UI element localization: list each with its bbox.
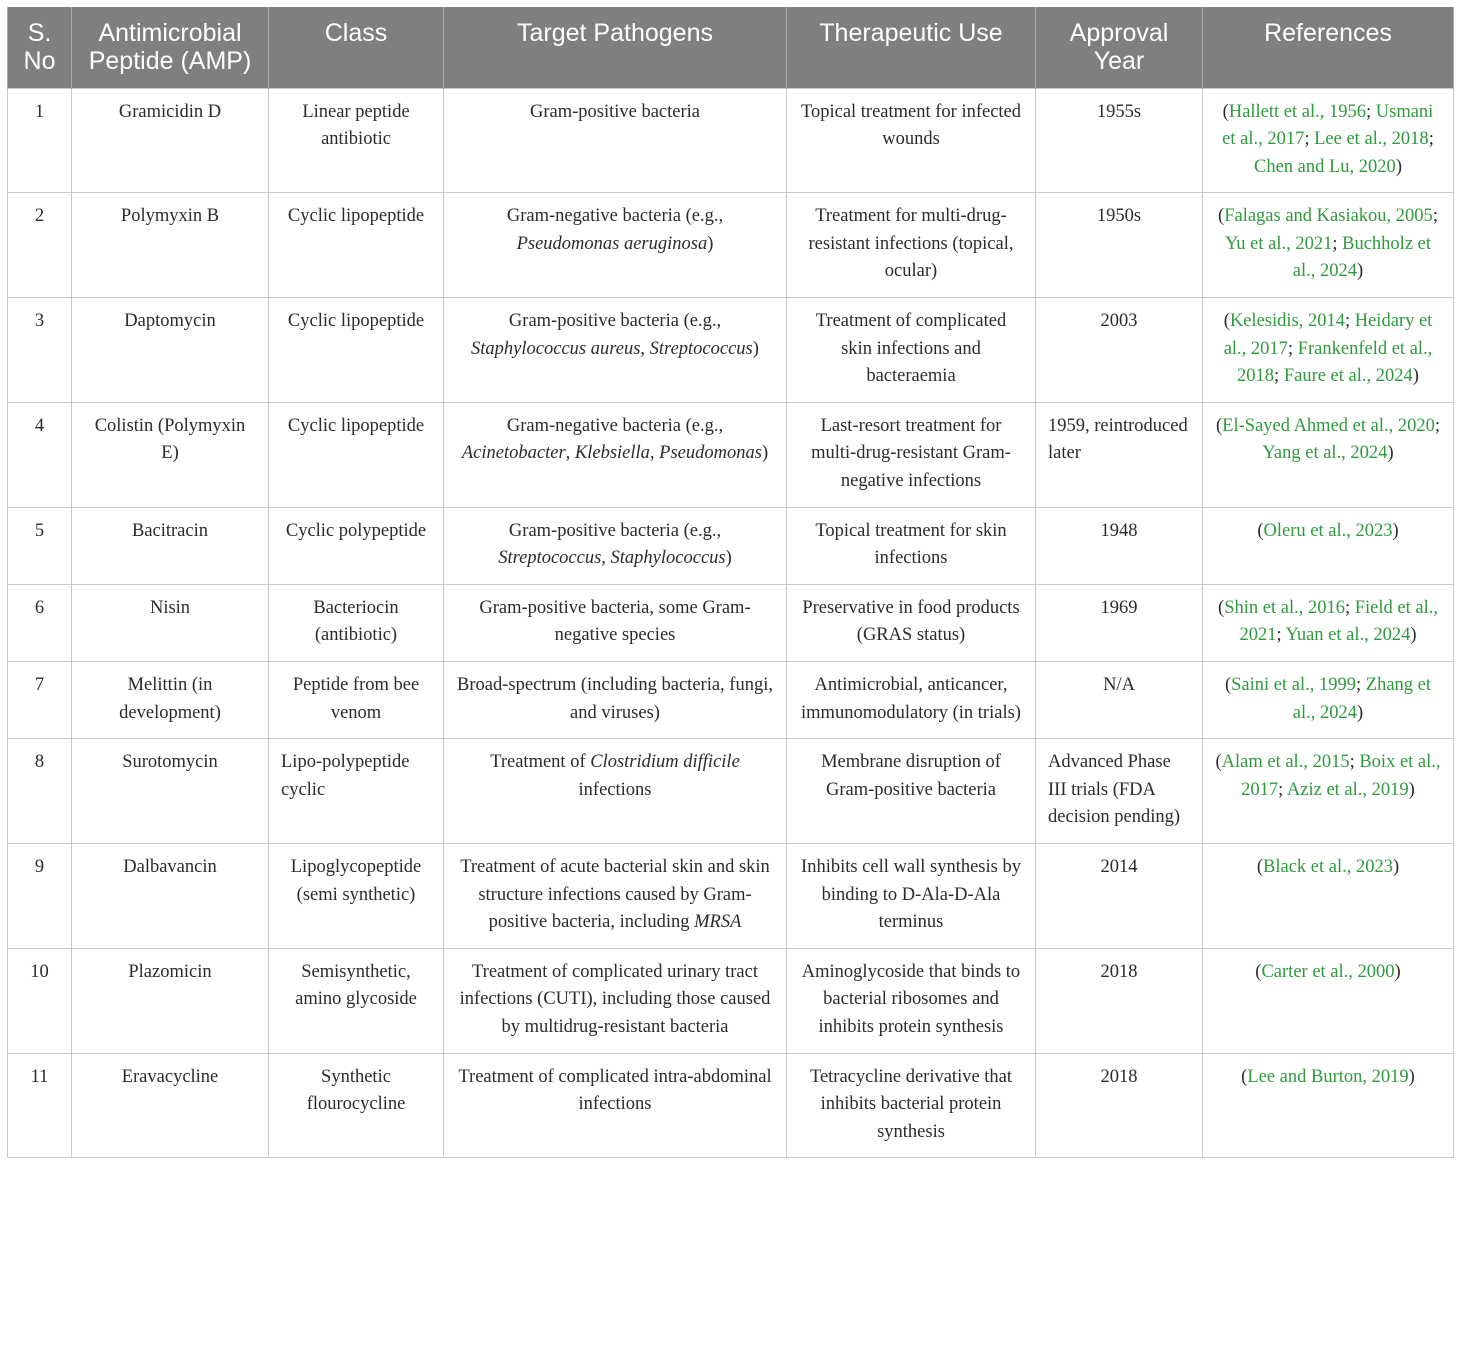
target-text-segment: Staphylococcus aureus	[471, 338, 641, 359]
reference-link[interactable]: Lee and Burton, 2019	[1247, 1066, 1409, 1087]
reference-link[interactable]: Black et al., 2023	[1263, 856, 1393, 877]
cell-s-no: 3	[8, 298, 72, 403]
table-row	[8, 298, 1454, 403]
cell-references: (El-Sayed Ahmed et al., 2020; Yang et al., 2024)	[1203, 402, 1454, 507]
reference-link[interactable]: Boix et al., 2017	[1241, 752, 1441, 800]
cell-therapeutic-use: Last-resort treatment for multi-drug-resistant Gram-negative infections	[787, 402, 1036, 507]
cell-therapeutic-use: Preservative in food products (GRAS status)	[787, 584, 1036, 661]
cell-therapeutic-use: Topical treatment for skin infections	[787, 507, 1036, 584]
cell-target-pathogens	[444, 1053, 787, 1158]
cell-s-no: 2	[8, 193, 72, 298]
reference-link[interactable]: Field et al., 2021	[1239, 597, 1438, 646]
cell-target-pathogens	[444, 948, 787, 1053]
target-text-segment: Treatment of complicated intra-abdominal infections	[458, 1066, 772, 1115]
target-text-segment: )	[707, 233, 714, 254]
cell-therapeutic-use: Antimicrobial, anticancer, immunomodulatory (in trials)	[787, 662, 1036, 739]
cell-approval-year: Advanced Phase III trials (FDA decision pending)	[1036, 739, 1203, 844]
cell-therapeutic-use: Inhibits cell wall synthesis by binding to D-Ala-D-Ala terminus	[787, 843, 1036, 948]
reference-link[interactable]: Lee et al., 2018	[1314, 129, 1429, 150]
reference-link[interactable]: El-Sayed Ahmed et al., 2020	[1222, 415, 1435, 436]
reference-link[interactable]: Saini et al., 1999	[1231, 675, 1356, 695]
target-text-segment: MRSA	[694, 912, 742, 933]
cell-target-pathogens	[444, 507, 787, 584]
cell-approval-year: 1959, reintroduced later	[1036, 402, 1203, 507]
cell-therapeutic-use: Treatment of complicated skin infections and bacteraemia	[787, 298, 1036, 403]
cell-amp: Polymyxin B	[72, 193, 269, 298]
cell-approval-year: 1950s	[1036, 193, 1203, 298]
table-row	[8, 193, 1454, 298]
cell-target-pathogens	[444, 193, 787, 298]
cell-target-pathogens	[444, 739, 787, 844]
cell-class: Cyclic polypeptide	[269, 507, 444, 584]
reference-link[interactable]: Faure et al., 2024	[1283, 366, 1413, 387]
cell-therapeutic-use: Tetracycline derivative that inhibits bacterial protein synthesis	[787, 1053, 1036, 1158]
cell-s-no: 11	[8, 1053, 72, 1158]
target-text-segment: Clostridium difficile	[590, 752, 740, 773]
header-approval-year: Approval Year	[1036, 7, 1203, 88]
table-row	[8, 1053, 1454, 1158]
header-class: Class	[269, 7, 444, 88]
cell-s-no: 10	[8, 948, 72, 1053]
target-text-segment: Gram-negative bacteria (e.g.,	[506, 415, 724, 436]
reference-link[interactable]: Zhang et al., 2024	[1292, 675, 1432, 723]
target-text-segment: infections	[578, 779, 652, 800]
reference-link[interactable]: Hallett et al., 1956	[1228, 101, 1366, 122]
target-text-segment: Gram-negative bacteria (e.g.,	[506, 206, 724, 227]
cell-amp: Surotomycin	[72, 739, 269, 844]
cell-target-pathogens	[444, 298, 787, 403]
cell-therapeutic-use: Membrane disruption of Gram-positive bacteria	[787, 739, 1036, 844]
target-text-segment: Gram-positive bacteria (e.g.,	[508, 311, 722, 332]
cell-amp: Gramicidin D	[72, 88, 269, 193]
header-therapeutic-use: Therapeutic Use	[787, 7, 1036, 88]
cell-approval-year: 2014	[1036, 843, 1203, 948]
reference-link[interactable]: Frankenfeld et al., 2018	[1237, 338, 1433, 387]
reference-link[interactable]: Kelesidis, 2014	[1229, 311, 1345, 332]
target-text-segment: Gram-positive bacteria (e.g.,	[508, 520, 722, 541]
target-text-segment: Pseudomonas aeruginosa	[516, 233, 708, 254]
cell-references: (Black et al., 2023)	[1203, 843, 1454, 948]
cell-s-no: 9	[8, 843, 72, 948]
target-text-segment: Treatment of complicated urinary tract infections (CUTI), including those caused by multidrug-resistant bacteria	[459, 961, 771, 1037]
cell-class: Synthetic flourocycline	[269, 1053, 444, 1158]
header-row	[8, 7, 1454, 88]
target-text-segment: ,	[565, 443, 575, 464]
cell-target-pathogens	[444, 402, 787, 507]
cell-target-pathogens	[444, 584, 787, 661]
header-amp: Antimicrobial Peptide (AMP)	[72, 7, 269, 88]
target-text-segment: Broad-spectrum (including bacteria, fungi, and viruses)	[457, 675, 773, 723]
cell-class: Lipo-polypeptide cyclic	[269, 739, 444, 844]
header-references: References	[1203, 7, 1454, 88]
cell-s-no: 4	[8, 402, 72, 507]
target-text-segment: Streptococcus	[649, 338, 753, 359]
cell-class: Cyclic lipopeptide	[269, 193, 444, 298]
table-row	[8, 948, 1454, 1053]
target-text-segment: ,	[640, 338, 650, 359]
target-text-segment: )	[752, 338, 759, 359]
cell-amp: Daptomycin	[72, 298, 269, 403]
cell-amp: Dalbavancin	[72, 843, 269, 948]
cell-references: (Carter et al., 2000)	[1203, 948, 1454, 1053]
cell-s-no: 5	[8, 507, 72, 584]
cell-approval-year: 1948	[1036, 507, 1203, 584]
table-row	[8, 662, 1454, 739]
cell-class: Bacteriocin (antibiotic)	[269, 584, 444, 661]
cell-references: (Hallett et al., 1956; Usmani et al., 2017; Lee et al., 2018; Chen and Lu, 2020)	[1203, 88, 1454, 193]
reference-link[interactable]: Falagas and Kasiakou, 2005	[1224, 206, 1433, 227]
cell-approval-year: 1969	[1036, 584, 1203, 661]
reference-link[interactable]: Aziz et al., 2019	[1286, 779, 1409, 800]
cell-s-no: 8	[8, 739, 72, 844]
target-text-segment: Acinetobacter	[461, 443, 566, 464]
table-row	[8, 88, 1454, 193]
cell-approval-year: 1955s	[1036, 88, 1203, 193]
target-text-segment: ,	[601, 548, 611, 569]
cell-references: (Lee and Burton, 2019)	[1203, 1053, 1454, 1158]
cell-class: Linear peptide antibiotic	[269, 88, 444, 193]
reference-link[interactable]: Buchholz et al., 2024	[1292, 233, 1432, 282]
cell-amp: Bacitracin	[72, 507, 269, 584]
target-text-segment: Klebsiella	[574, 443, 650, 464]
reference-link[interactable]: Usmani et al., 2017	[1222, 101, 1434, 150]
cell-approval-year: 2018	[1036, 948, 1203, 1053]
cell-target-pathogens	[444, 88, 787, 193]
cell-amp: Eravacycline	[72, 1053, 269, 1158]
amp-table	[7, 7, 1454, 1158]
target-text-segment: Treatment of	[490, 752, 591, 773]
cell-references: (Alam et al., 2015; Boix et al., 2017; Aziz et al., 2019)	[1203, 739, 1454, 844]
cell-class: Cyclic lipopeptide	[269, 402, 444, 507]
target-text-segment: )	[761, 443, 769, 464]
table-row	[8, 739, 1454, 844]
cell-s-no: 7	[8, 662, 72, 739]
reference-link[interactable]: Yang et al., 2024	[1262, 443, 1388, 464]
cell-references: (Kelesidis, 2014; Heidary et al., 2017; Frankenfeld et al., 2018; Faure et al., 2024)	[1203, 298, 1454, 403]
cell-class: Cyclic lipopeptide	[269, 298, 444, 403]
table-body	[8, 88, 1454, 1158]
target-text-segment: )	[725, 548, 732, 569]
cell-therapeutic-use: Treatment for multi-drug-resistant infections (topical, ocular)	[787, 193, 1036, 298]
target-text-segment: Gram-positive bacteria, some Gram-negative species	[479, 597, 751, 646]
header-target-pathogens: Target Pathogens	[444, 7, 787, 88]
target-text-segment: Treatment of acute bacterial skin and skin structure infections caused by Gram-positive bacteria, including	[460, 856, 770, 933]
cell-references: (Oleru et al., 2023)	[1203, 507, 1454, 584]
reference-link[interactable]: Alam et al., 2015	[1221, 752, 1350, 773]
reference-link[interactable]: Carter et al., 2000	[1261, 961, 1395, 982]
cell-amp: Plazomicin	[72, 948, 269, 1053]
reference-link[interactable]: Chen and Lu, 2020	[1254, 156, 1396, 177]
cell-s-no: 6	[8, 584, 72, 661]
target-text-segment: ,	[649, 443, 660, 464]
cell-class: Lipoglycopeptide (semi synthetic)	[269, 843, 444, 948]
reference-link[interactable]: Shin et al., 2016	[1224, 597, 1345, 618]
target-text-segment: Staphylococcus	[610, 548, 726, 569]
reference-link[interactable]: Yuan et al., 2024	[1285, 625, 1411, 646]
reference-link[interactable]: Yu et al., 2021	[1224, 233, 1333, 254]
cell-class: Semisynthetic, amino glycoside	[269, 948, 444, 1053]
cell-references: (Falagas and Kasiakou, 2005; Yu et al., 2021; Buchholz et al., 2024)	[1203, 193, 1454, 298]
target-text-segment: Gram-positive bacteria	[529, 101, 701, 122]
cell-target-pathogens	[444, 843, 787, 948]
cell-references: (Saini et al., 1999; Zhang et al., 2024)	[1203, 662, 1454, 739]
target-text-segment: Pseudomonas	[659, 443, 762, 464]
cell-approval-year: 2003	[1036, 298, 1203, 403]
cell-class: Peptide from bee venom	[269, 662, 444, 739]
reference-link[interactable]: Heidary et al., 2017	[1223, 311, 1433, 359]
table-row	[8, 843, 1454, 948]
cell-approval-year: N/A	[1036, 662, 1203, 739]
cell-therapeutic-use: Topical treatment for infected wounds	[787, 88, 1036, 193]
cell-approval-year: 2018	[1036, 1053, 1203, 1158]
cell-s-no: 1	[8, 88, 72, 193]
table-row	[8, 584, 1454, 661]
cell-target-pathogens	[444, 662, 787, 739]
cell-therapeutic-use: Aminoglycoside that binds to bacterial ribosomes and inhibits protein synthesis	[787, 948, 1036, 1053]
cell-amp: Nisin	[72, 584, 269, 661]
table-row	[8, 402, 1454, 507]
reference-link[interactable]: Oleru et al., 2023	[1263, 520, 1393, 541]
header-s-no: S. No	[8, 7, 72, 88]
cell-amp: Melittin (in development)	[72, 662, 269, 739]
target-text-segment: Streptococcus	[498, 548, 602, 569]
cell-references: (Shin et al., 2016; Field et al., 2021; Yuan et al., 2024)	[1203, 584, 1454, 661]
table-row	[8, 507, 1454, 584]
cell-amp: Colistin (Polymyxin E)	[72, 402, 269, 507]
